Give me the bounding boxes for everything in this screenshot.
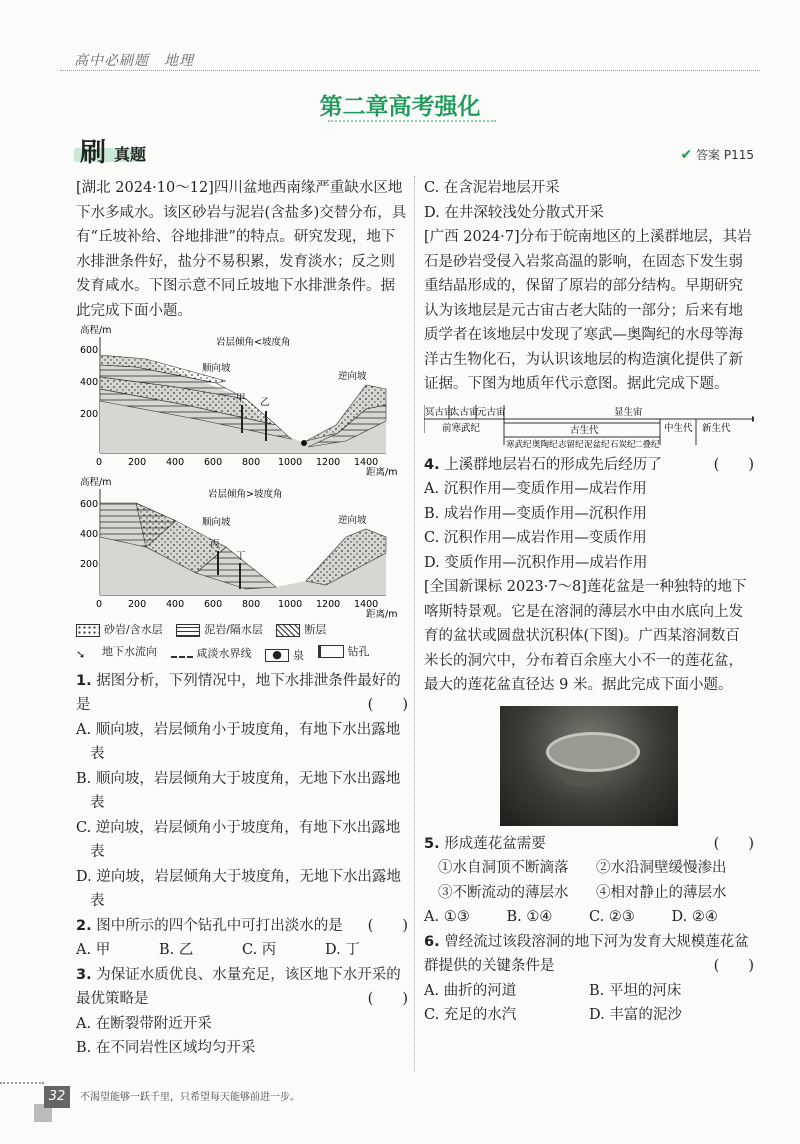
q5-statement-4: ④相对静止的薄层水 xyxy=(596,884,727,901)
q1-option-b[interactable]: B. 顺向坡，岩层倾角大于坡度角，无地下水出露地表 xyxy=(76,770,401,811)
q6-option-b[interactable]: B. 平坦的河床 xyxy=(589,982,682,999)
arrow-icon: ➘ xyxy=(76,648,86,661)
fig2-tick-400: 400 xyxy=(80,529,99,540)
q5-statements-row1 xyxy=(424,856,754,881)
question-6 xyxy=(424,930,754,1028)
fig1-ylabel: 高程/m xyxy=(80,325,112,336)
fig2-x-0: 0 xyxy=(96,599,103,610)
legend-flow xyxy=(76,643,157,661)
q2-option-b[interactable]: B. 乙 xyxy=(159,942,194,958)
q3-option-b[interactable]: B. 在不同岩性区域均匀开采 xyxy=(76,1040,256,1056)
fig1-title: 岩层倾角<坡度角 xyxy=(216,337,291,348)
q5-option-a[interactable]: A. ①③ xyxy=(424,909,470,925)
answer-reference xyxy=(680,146,754,163)
q5-stem: 形成莲花盆需要 xyxy=(444,835,546,852)
q6-answer-blank[interactable]: ( ) xyxy=(713,958,754,974)
q5-statement-1: ①水自洞顶不断滴落 xyxy=(438,860,569,876)
fig1-xlabel: 距离/m xyxy=(366,467,398,477)
intro-national: [全国新课标 2023·7～8]莲花盆是一种独特的地下喀斯特景观。它是在溶洞的薄层水中由水底向上发育的盆状或圆盘状沉积体(下图)。广西某溶洞数百米长的洞穴中，分布着百余座大小不一的莲花盆，最大的莲花盆直径达 9 米。据此完成下面小题。 xyxy=(424,579,747,693)
q1-stem: 据图分析，下列情况中，地下水排泄条件最好的是 xyxy=(76,672,401,713)
geologic-timeline xyxy=(424,401,754,451)
cross-section-1 xyxy=(76,325,408,477)
fig2-well-ding: 丁 xyxy=(236,551,246,562)
legend-mudstone-label: 泥岩/隔水层 xyxy=(204,623,263,636)
q6-option-d[interactable]: D. 丰富的泥沙 xyxy=(589,1007,682,1023)
q4-stem: 上溪群地层岩石的形成先后经历了 xyxy=(444,456,662,473)
q6-options-row2 xyxy=(424,1003,754,1028)
legend-borehole xyxy=(318,643,370,661)
fig1-tick-600: 600 xyxy=(80,345,99,356)
q5-statements-row2 xyxy=(424,881,754,906)
fig1-slope-shun: 顺向坡 xyxy=(202,363,231,374)
q5-number: 5. xyxy=(424,835,440,852)
eon-hadean: 冥古宙 xyxy=(425,406,454,418)
q2-stem: 图中所示的四个钻孔中可打出淡水的是 xyxy=(96,917,343,934)
q5-option-c[interactable]: C. ②③ xyxy=(589,909,635,925)
eon-phanerozoic: 显生宙 xyxy=(614,406,643,418)
period-cambrian: 寒武纪 xyxy=(506,439,532,450)
fig2-x-400: 400 xyxy=(166,599,185,610)
legend-borehole-label: 钻孔 xyxy=(347,644,370,658)
header-divider xyxy=(60,70,760,71)
check-icon: ✔ xyxy=(680,147,693,163)
eon-proterozoic: 元古宙 xyxy=(477,406,506,418)
q4-answer-blank[interactable]: ( ) xyxy=(713,456,754,473)
column-divider xyxy=(414,176,415,1072)
spring-icon: ● xyxy=(265,649,289,662)
q4-option-d[interactable]: D. 变质作用—沉积作用—成岩作用 xyxy=(424,554,648,571)
q3-stem: 为保证水质优良、水量充足，该区地下水开采的最优策略是 xyxy=(76,966,401,1007)
fig2-xlabel: 距离/m xyxy=(366,609,398,619)
fig2-slope-shun: 顺向坡 xyxy=(202,517,231,528)
legend-boundary xyxy=(171,645,252,663)
q3-option-d[interactable]: D. 在井深较浅处分散式开采 xyxy=(424,204,604,221)
q3-option-c[interactable]: C. 在含泥岩地层开采 xyxy=(424,180,560,196)
legend-spring-label: 泉 xyxy=(293,648,304,662)
q5-options xyxy=(424,905,754,930)
q1-option-d[interactable]: D. 逆向坡，岩层倾角大于坡度角，无地下水出露地表 xyxy=(76,868,401,909)
legend-flow-label: 地下水流向 xyxy=(102,644,157,658)
fig2-tick-200: 200 xyxy=(80,559,99,570)
fig1-x-200: 200 xyxy=(128,457,147,468)
fig1-x-1400: 1400 xyxy=(354,457,379,468)
book-header: 高中必刷题 地理 xyxy=(74,53,194,69)
period-devonian: 泥盆纪 xyxy=(584,439,610,450)
q6-options-row1 xyxy=(424,979,754,1004)
q6-option-c[interactable]: C. 充足的水汽 xyxy=(424,1007,517,1023)
q5-statement-2: ②水沿洞壁缓慢渗出 xyxy=(596,860,727,876)
fig1-x-0: 0 xyxy=(96,457,103,468)
fig1-x-1000: 1000 xyxy=(278,457,303,468)
left-column xyxy=(76,176,408,1061)
q3-number: 3. xyxy=(76,966,92,983)
q1-option-a[interactable]: A. 顺向坡，岩层倾角小于坡度角，有地下水出露地表 xyxy=(76,721,401,762)
page-number: 32 xyxy=(44,1086,70,1108)
era-paleozoic: 古生代 xyxy=(570,424,599,436)
q2-number: 2. xyxy=(76,917,92,934)
fig2-title: 岩层倾角>坡度角 xyxy=(208,489,283,500)
fig1-x-ticks xyxy=(96,457,378,468)
q2-option-d[interactable]: D. 丁 xyxy=(325,942,360,958)
period-permian: 二叠纪 xyxy=(634,439,660,450)
era-cenozoic: 新生代 xyxy=(702,422,731,434)
legend-mudstone xyxy=(176,621,263,639)
legend-fault xyxy=(276,621,326,639)
fig2-x-600: 600 xyxy=(204,599,223,610)
question-2 xyxy=(76,914,408,963)
fig1-x-1200: 1200 xyxy=(316,457,341,468)
fig1-well-jia: 甲 xyxy=(236,393,246,404)
fig1-well-yi: 乙 xyxy=(260,397,270,408)
answer-page: 答案 P115 xyxy=(696,148,754,162)
fig2-ylabel: 高程/m xyxy=(80,477,112,488)
fig1-x-400: 400 xyxy=(166,457,185,468)
q4-option-c[interactable]: C. 沉积作用—成岩作用—变质作用 xyxy=(424,530,647,546)
right-column xyxy=(424,176,754,1028)
fig1-x-600: 600 xyxy=(204,457,223,468)
q1-number: 1. xyxy=(76,672,92,689)
q6-stem: 曾经流过该段溶洞的地下河为发育大规模莲花盆群提供的关键条件是 xyxy=(424,933,749,974)
fig2-x-200: 200 xyxy=(128,599,147,610)
q4-number: 4. xyxy=(424,456,440,473)
legend-fault-label: 断层 xyxy=(304,623,327,636)
fig1-x-800: 800 xyxy=(242,457,261,468)
fig1-tick-400: 400 xyxy=(80,377,99,388)
q2-option-c[interactable]: C. 丙 xyxy=(242,942,277,958)
footer-dots xyxy=(0,1082,44,1084)
intro-guangxi: [广西 2024·7]分布于皖南地区的上溪群地层，其岩石是砂岩受侵入岩浆高温的影响，在固态下发生弱重结晶形成的，保留了原岩的部分结构。早期研究认为该地层是元古宙古老大陆的一部分；后来有地质学者在该地层中发现了寒武—奥陶纪的水母等海洋古生物化石，为认识该地层的构造演化提供了新证据。下图为地质年代示意图。据此完成下题。 xyxy=(424,229,752,392)
period-silurian: 志留纪 xyxy=(558,439,584,450)
legend-spring xyxy=(265,647,304,665)
fig1-tick-200: 200 xyxy=(80,409,99,420)
period-carboniferous: 石炭纪 xyxy=(610,439,636,450)
q6-option-a[interactable]: A. 曲折的河道 xyxy=(424,982,517,999)
fig2-x-ticks xyxy=(96,599,378,610)
period-ordovician: 奥陶纪 xyxy=(532,439,558,450)
chapter-underline xyxy=(328,120,496,122)
q5-option-b[interactable]: B. ①④ xyxy=(506,909,553,925)
badge-big-char: 刷 xyxy=(80,138,107,168)
question-1 xyxy=(76,669,408,914)
era-mesozoic: 中生代 xyxy=(664,422,693,434)
q4-option-b[interactable]: B. 成岩作用—变质作用—沉积作用 xyxy=(424,505,647,522)
legend-sandstone xyxy=(76,621,163,639)
q4-option-a[interactable]: A. 沉积作用—变质作用—成岩作用 xyxy=(424,481,647,497)
q2-answer-blank[interactable]: ( ) xyxy=(367,917,408,934)
figure-1 xyxy=(76,325,408,477)
badge-label: 真题 xyxy=(114,145,147,164)
figure-2 xyxy=(76,477,408,619)
q5-option-d[interactable]: D. ②④ xyxy=(671,909,718,925)
q6-number: 6. xyxy=(424,933,440,950)
fig2-well-bing: 丙 xyxy=(210,539,220,550)
fig2-slope-ni: 逆向坡 xyxy=(338,515,367,526)
eon-archean: 太古宙 xyxy=(450,406,479,418)
fig2-x-1400: 1400 xyxy=(354,599,379,610)
q1-answer-blank[interactable]: ( ) xyxy=(367,697,408,713)
fig2-tick-600: 600 xyxy=(80,499,99,510)
q5-statement-3: ③不断流动的薄层水 xyxy=(438,884,569,901)
fig2-x-1200: 1200 xyxy=(316,599,341,610)
q2-options xyxy=(76,938,408,963)
q3-option-a[interactable]: A. 在断裂带附近开采 xyxy=(76,1015,212,1032)
question-3 xyxy=(76,963,408,1061)
question-4 xyxy=(424,453,754,576)
intro-hubei: [湖北 2024·10～12]四川盆地西南缘严重缺水区地下水多咸水。该区砂岩与泥岩(含盐多)交替分布，具有“丘坡补给、谷地排泄”的特点。研究发现，地下水排泄条件好，盐分不易积累，发育淡水；反之则发育咸水。下图示意不同丘坡地下水排泄条件。据此完成下面小题。 xyxy=(76,180,407,319)
q1-option-c[interactable]: C. 逆向坡，岩层倾角小于坡度角，有地下水出露地表 xyxy=(76,819,401,860)
legend-boundary-label: 咸淡水界线 xyxy=(196,647,252,660)
q5-answer-blank[interactable]: ( ) xyxy=(713,835,754,852)
chapter-title: 第二章高考强化 xyxy=(319,94,481,120)
figure-legend xyxy=(76,621,408,665)
q3-answer-blank[interactable]: ( ) xyxy=(367,991,408,1007)
fig2-x-1000: 1000 xyxy=(278,599,303,610)
section-badge xyxy=(68,134,156,166)
era-precambrian: 前寒武纪 xyxy=(442,422,481,434)
legend-sandstone-label: 砂岩/含水层 xyxy=(104,623,163,636)
fig1-slope-ni: 逆向坡 xyxy=(338,371,367,382)
cross-section-2 xyxy=(76,477,408,619)
lotus-basin-photo xyxy=(500,706,678,826)
question-5 xyxy=(424,832,754,930)
footer-motto: 不渴望能够一跃千里，只希望每天能够前进一步。 xyxy=(80,1092,300,1103)
fig2-x-800: 800 xyxy=(242,599,261,610)
q2-option-a[interactable]: A. 甲 xyxy=(76,942,111,958)
